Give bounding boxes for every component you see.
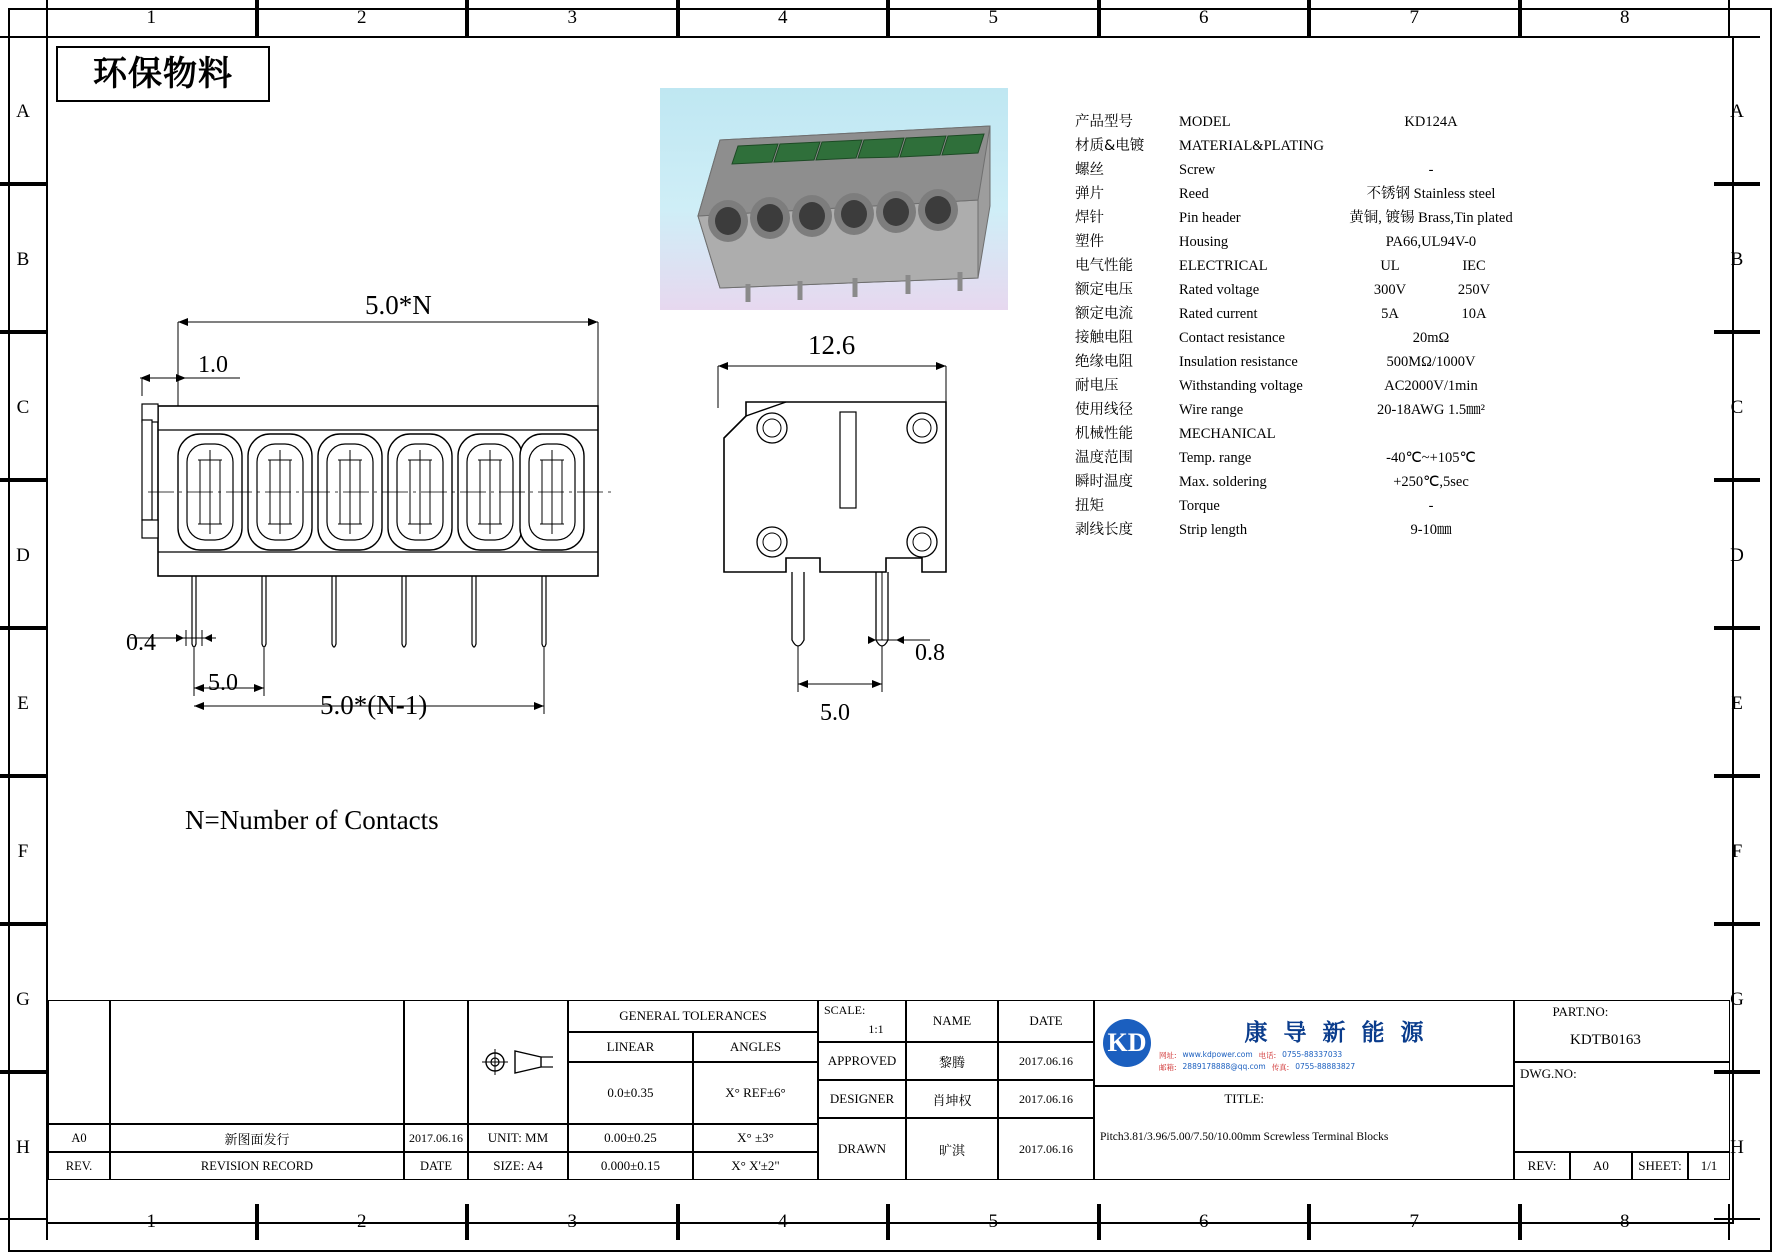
name-header: NAME xyxy=(906,1000,998,1042)
column-labels-top xyxy=(46,0,1730,36)
spec-label-cn: 温度范围 xyxy=(1075,450,1133,466)
spec-value-ul: UL xyxy=(1380,258,1400,274)
spec-row xyxy=(1075,206,1515,230)
spec-value-iec: 10A xyxy=(1461,306,1487,322)
part-no-value: KDTB0163 xyxy=(1570,1032,1641,1048)
product-3d-image xyxy=(660,88,1008,310)
spec-label-en: Strip length xyxy=(1179,522,1248,538)
column-label-5: 5 xyxy=(888,1204,1099,1240)
fax-label: 传真: xyxy=(1271,1062,1290,1072)
row-label-H: H xyxy=(1714,1072,1760,1220)
spec-row xyxy=(1075,326,1515,350)
size-label: SIZE: A4 xyxy=(468,1152,568,1180)
spec-value: 黄铜, 镀锡 Brass,Tin plated xyxy=(1349,210,1513,226)
spec-row xyxy=(1075,182,1515,206)
projection-symbol xyxy=(468,1000,568,1124)
spec-label-cn: 额定电压 xyxy=(1075,282,1133,298)
spec-value-ul: 300V xyxy=(1373,282,1407,298)
side-view-drawing xyxy=(690,340,990,730)
row-label-F: F xyxy=(1714,776,1760,924)
email-value: 2889178888@qq.com xyxy=(1182,1061,1266,1071)
spec-value-iec: 250V xyxy=(1457,282,1491,298)
designer-name: 肖坤权 xyxy=(906,1080,998,1118)
row-label-C: C xyxy=(0,332,46,480)
spec-label-en: MATERIAL&PLATING xyxy=(1179,138,1324,154)
spec-label-en: ELECTRICAL xyxy=(1179,258,1268,274)
rev-header: REV. xyxy=(48,1152,110,1180)
dim-side-height: 12.6 xyxy=(808,330,856,360)
spec-label-en: MECHANICAL xyxy=(1179,426,1276,442)
spec-label-en: Rated current xyxy=(1179,306,1258,322)
spec-row xyxy=(1075,470,1515,494)
title-label: TITLE: xyxy=(1224,1091,1265,1106)
sheet-label: SHEET: xyxy=(1632,1152,1688,1180)
logo-letters: KD xyxy=(1107,1028,1147,1057)
column-label-6: 6 xyxy=(1099,0,1310,36)
column-label-7: 7 xyxy=(1309,0,1520,36)
email-label: 邮箱: xyxy=(1159,1062,1177,1072)
approved-date: 2017.06.16 xyxy=(998,1042,1094,1080)
row-label-A: A xyxy=(1714,36,1760,184)
spec-row xyxy=(1075,230,1515,254)
row-label-A: A xyxy=(0,36,46,184)
phone-value: 0755-88337033 xyxy=(1282,1049,1343,1059)
approved-role: APPROVED xyxy=(818,1042,906,1080)
column-label-8: 8 xyxy=(1520,1204,1731,1240)
row-label-D: D xyxy=(1714,480,1760,628)
column-label-1: 1 xyxy=(46,1204,257,1240)
spec-label-en: Screw xyxy=(1179,162,1216,178)
spec-label-cn: 扭矩 xyxy=(1075,498,1104,514)
tolerances-title: GENERAL TOLERANCES xyxy=(568,1000,818,1032)
row-label-E: E xyxy=(1714,628,1760,776)
approved-name: 黎腾 xyxy=(906,1042,998,1080)
spec-row xyxy=(1075,134,1515,158)
tolerance-linear-1: 0.00±0.25 xyxy=(568,1124,693,1152)
spec-label-cn: 瞬时温度 xyxy=(1075,474,1133,490)
dim-pitch: 5.0 xyxy=(208,670,238,696)
row-label-B: B xyxy=(1714,184,1760,332)
spec-label-en: Reed xyxy=(1179,186,1209,202)
row-label-F: F xyxy=(0,776,46,924)
title-block xyxy=(48,1000,1730,1204)
spec-label-cn: 耐电压 xyxy=(1075,378,1119,394)
spec-value: - xyxy=(1428,498,1434,514)
dim-front-overall: 5.0*N xyxy=(365,290,432,320)
spec-value: AC2000V/1min xyxy=(1384,378,1478,394)
column-label-7: 7 xyxy=(1309,1204,1520,1240)
revision-date-header: DATE xyxy=(404,1152,468,1180)
revision-record-value: 新图面发行 xyxy=(110,1124,404,1152)
row-labels-left xyxy=(0,36,46,1220)
spec-value: 20mΩ xyxy=(1412,330,1450,346)
spec-label-en: Withstanding voltage xyxy=(1179,378,1303,394)
spec-row xyxy=(1075,110,1515,134)
unit-label: UNIT: MM xyxy=(468,1124,568,1152)
spec-label-en: Max. soldering xyxy=(1179,474,1267,490)
tolerance-angle-1: X° ±3° xyxy=(693,1124,818,1152)
spec-label-en: Rated voltage xyxy=(1179,282,1260,298)
revision-date-value: 2017.06.16 xyxy=(404,1124,468,1152)
spec-value: 500MΩ/1000V xyxy=(1386,354,1476,370)
spec-label-cn: 机械性能 xyxy=(1075,426,1133,442)
spec-value: PA66,UL94V-0 xyxy=(1385,234,1477,250)
spec-label-cn: 使用线径 xyxy=(1075,402,1133,418)
spec-value: 20-18AWG 1.5㎜² xyxy=(1377,402,1485,418)
row-label-G: G xyxy=(1714,924,1760,1072)
column-label-2: 2 xyxy=(257,1204,468,1240)
spec-label-en: Contact resistance xyxy=(1179,330,1285,346)
dwg-no-block xyxy=(1514,1062,1730,1152)
drawing-title-block xyxy=(1094,1086,1514,1180)
title-value: Pitch3.81/3.96/5.00/7.50/10.00mm Screwless Terminal Blocks xyxy=(1100,1131,1389,1143)
spec-label-cn: 额定电流 xyxy=(1075,306,1133,322)
spec-row xyxy=(1075,374,1515,398)
company-logo-block xyxy=(1094,1000,1514,1086)
specification-table xyxy=(1075,110,1515,542)
spec-row xyxy=(1075,398,1515,422)
sheet-value: 1/1 xyxy=(1688,1152,1730,1180)
dim-side-pin: 0.8 xyxy=(915,640,945,666)
column-label-2: 2 xyxy=(257,0,468,36)
tolerance-angle-2: X° X'±2" xyxy=(693,1152,818,1180)
spec-value: 9-10㎜ xyxy=(1410,522,1452,538)
spec-label-cn: 弹片 xyxy=(1075,186,1104,202)
revision-record-header: REVISION RECORD xyxy=(110,1152,404,1180)
spec-value: +250℃,5sec xyxy=(1393,474,1469,490)
spec-value-ul: 5A xyxy=(1381,306,1399,322)
spec-row xyxy=(1075,158,1515,182)
scale-value: 1:1 xyxy=(868,1021,884,1036)
tolerance-linear-2: 0.000±0.15 xyxy=(568,1152,693,1180)
row-label-E: E xyxy=(0,628,46,776)
spec-value-iec: IEC xyxy=(1462,258,1486,274)
spec-label-cn: 产品型号 xyxy=(1075,114,1133,130)
spec-row xyxy=(1075,518,1515,542)
column-labels-bottom xyxy=(46,1204,1730,1240)
spec-label-cn: 接触电阻 xyxy=(1075,330,1133,346)
spec-label-en: Wire range xyxy=(1179,402,1244,418)
tolerances-angles-header: ANGLES xyxy=(693,1032,818,1062)
spec-value: 不锈钢 Stainless steel xyxy=(1366,186,1496,202)
phone-label: 电话: xyxy=(1258,1050,1277,1060)
spec-row xyxy=(1075,422,1515,446)
designer-role: DESIGNER xyxy=(818,1080,906,1118)
spec-value: KD124A xyxy=(1404,114,1458,130)
dim-pin-span: 5.0*(N-1) xyxy=(320,690,428,720)
spec-row xyxy=(1075,254,1515,278)
spec-value: -40℃~+105℃ xyxy=(1386,450,1476,466)
spec-label-cn: 材质&电镀 xyxy=(1075,138,1145,154)
row-label-B: B xyxy=(0,184,46,332)
rev-footer-value: A0 xyxy=(1570,1152,1632,1180)
drawn-name: 旷淇 xyxy=(906,1118,998,1180)
spec-row xyxy=(1075,494,1515,518)
spec-label-cn: 电气性能 xyxy=(1075,258,1133,274)
row-label-H: H xyxy=(0,1072,46,1220)
column-label-5: 5 xyxy=(888,0,1099,36)
part-no-label: PART.NO: xyxy=(1552,1004,1609,1019)
tolerances-linear-header: LINEAR xyxy=(568,1032,693,1062)
spec-label-cn: 螺丝 xyxy=(1075,162,1104,178)
rev-value-cell: A0 xyxy=(48,1124,110,1152)
column-label-4: 4 xyxy=(678,1204,889,1240)
rev-footer-label: REV: xyxy=(1514,1152,1570,1180)
spec-row xyxy=(1075,446,1515,470)
contacts-note: N=Number of Contacts xyxy=(185,805,439,835)
column-label-3: 3 xyxy=(467,0,678,36)
dwg-no-label: DWG.NO: xyxy=(1520,1066,1577,1081)
dim-front-edge: 1.0 xyxy=(198,352,228,378)
dim-side-pitch: 5.0 xyxy=(820,700,850,726)
row-label-D: D xyxy=(0,480,46,628)
column-label-3: 3 xyxy=(467,1204,678,1240)
eco-material-badge: 环保物料 xyxy=(56,46,270,102)
dim-pin-width: 0.4 xyxy=(126,630,156,656)
spec-label-en: Pin header xyxy=(1179,210,1241,226)
spec-row xyxy=(1075,350,1515,374)
row-label-G: G xyxy=(0,924,46,1072)
website-value: www.kdpower.com xyxy=(1182,1049,1253,1059)
company-logo-icon xyxy=(1103,1019,1151,1067)
designer-date: 2017.06.16 xyxy=(998,1080,1094,1118)
date-header: DATE xyxy=(998,1000,1094,1042)
spec-label-cn: 剥线长度 xyxy=(1075,522,1133,538)
spec-label-cn: 焊针 xyxy=(1075,210,1104,226)
tolerance-angle-0: X° REF±6° xyxy=(693,1062,818,1124)
spec-label-en: Insulation resistance xyxy=(1179,354,1298,370)
spec-label-en: Torque xyxy=(1179,498,1220,514)
column-label-8: 8 xyxy=(1520,0,1731,36)
column-label-6: 6 xyxy=(1099,1204,1310,1240)
spec-label-cn: 塑件 xyxy=(1075,234,1104,250)
fax-value: 0755-88883827 xyxy=(1295,1061,1356,1071)
spec-label-cn: 绝缘电阻 xyxy=(1075,354,1133,370)
row-label-C: C xyxy=(1714,332,1760,480)
part-no-block xyxy=(1514,1000,1730,1062)
spec-label-en: Temp. range xyxy=(1179,450,1252,466)
tolerance-linear-0: 0.0±0.35 xyxy=(568,1062,693,1124)
spec-row xyxy=(1075,278,1515,302)
website-label: 网址: xyxy=(1159,1050,1177,1060)
scale-label: SCALE: xyxy=(818,1000,906,1042)
drawn-date: 2017.06.16 xyxy=(998,1118,1094,1180)
spec-row xyxy=(1075,302,1515,326)
spec-value: - xyxy=(1428,162,1434,178)
company-name: 康 导 新 能 源 xyxy=(1244,1019,1428,1046)
column-label-1: 1 xyxy=(46,0,257,36)
column-label-4: 4 xyxy=(678,0,889,36)
spec-label-en: Housing xyxy=(1179,234,1229,250)
spec-label-en: MODEL xyxy=(1179,114,1231,130)
drawn-role: DRAWN xyxy=(818,1118,906,1180)
